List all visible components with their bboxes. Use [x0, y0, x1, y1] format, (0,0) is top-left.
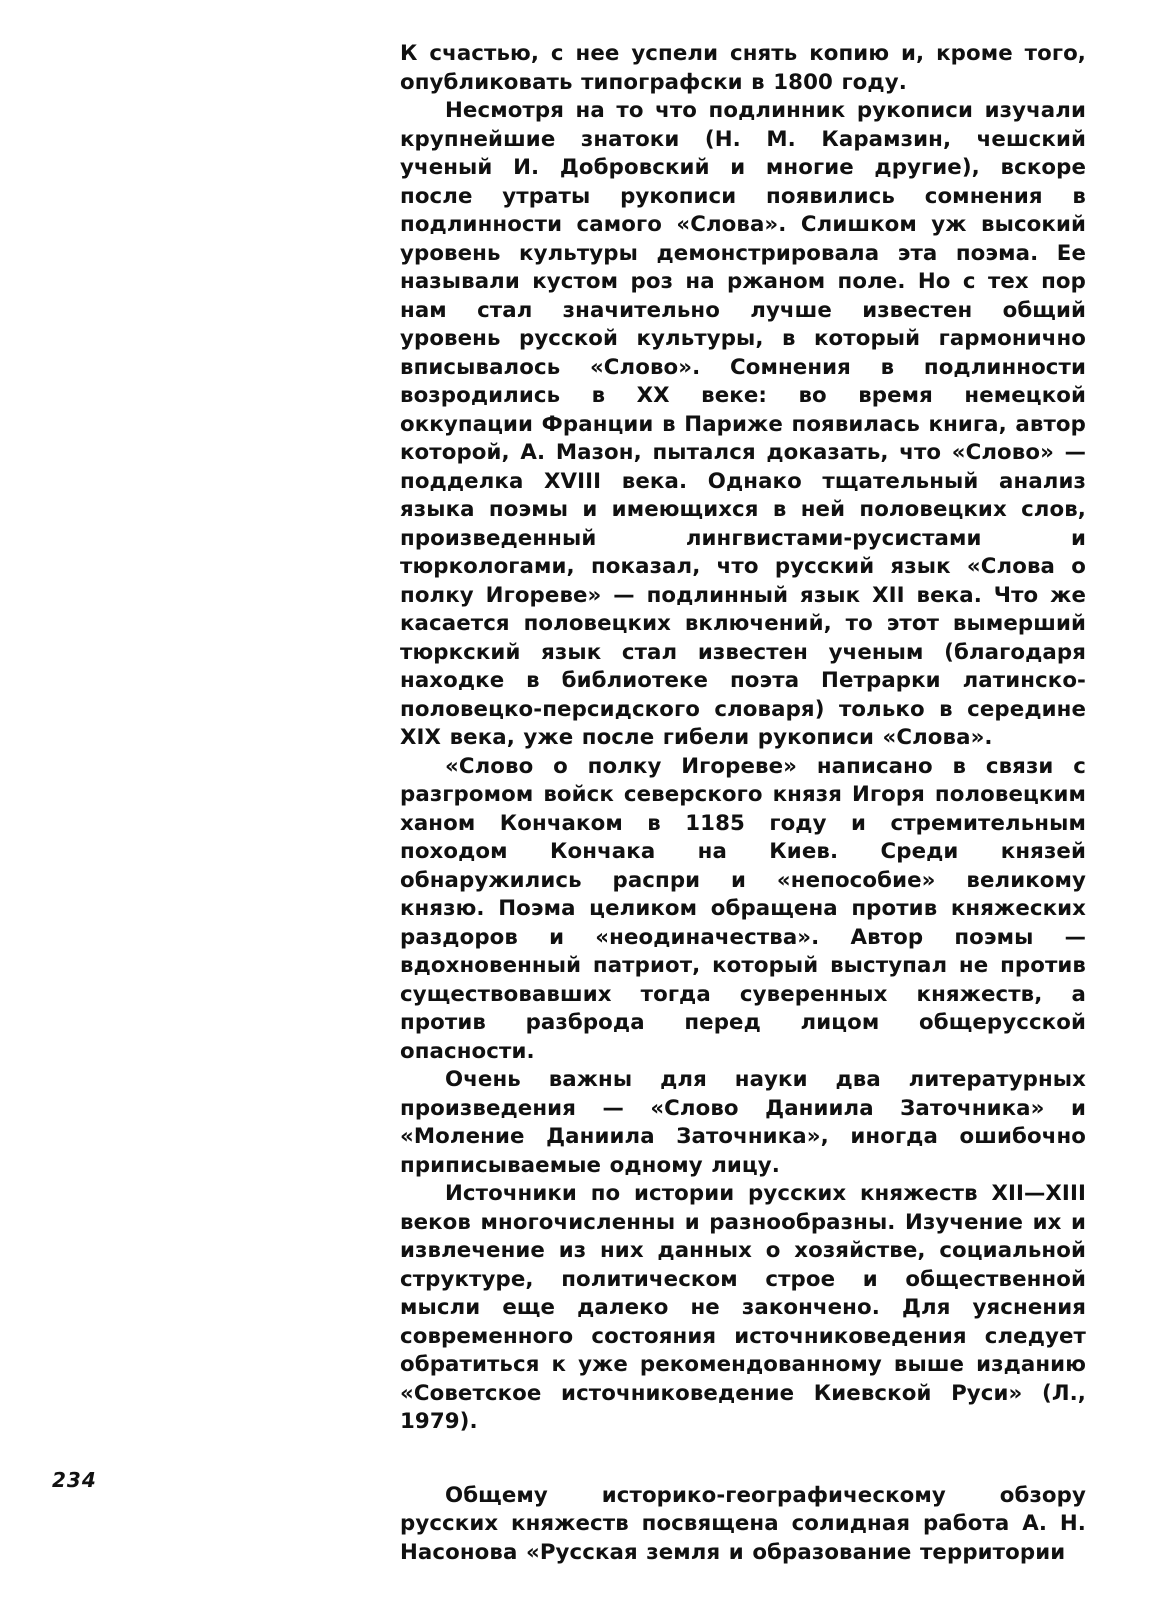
paragraph-1: К счастью, с нее успели снять копию и, кроме того, опубликовать типографски в 1800 году.	[400, 41, 1086, 95]
page-body	[400, 40, 1086, 1567]
page-number: 234	[52, 1468, 97, 1492]
paragraph-4: Очень важны для науки два литературных произведения — «Слово Даниила Заточника» и «Моление Даниила Заточника», иногда ошибочно приписываемые одному лицу.	[400, 1067, 1086, 1178]
paragraph-3: «Слово о полку Игореве» написано в связи с разгромом войск северского князя Игоря половецким ханом Кончаком в 1185 году и стремительным походом Кончака на Киев. Среди князей обнаружились распри и «непособие» великому князю. Поэма целиком обращена против княжеских раздоров и «неодиначества». Автор поэмы — вдохновенный патриот, который выступал не против существовавших тогда суверенных княжеств, а против разброда перед лицом общерусской опасности.	[400, 753, 1086, 1064]
paragraph-2: Несмотря на то что подлинник рукописи изучали крупнейшие знатоки (Н. М. Карамзин, чешский ученый И. Добровский и многие другие), вскоре после утраты рукописи появились сомнения в подлинности самого «Слова». Слишком уж высокий уровень культуры демонстрировала эта поэма. Ее называли кустом роз на ржаном поле. Но с тех пор нам стал значительно лучше известен общий уровень русской культуры, в который гармонично вписывалось «Слово». Сомнения в подлинности возродились в XX веке: во время немецкой оккупации Франции в Париже появилась книга, автор которой, А. Мазон, пытался доказать, что «Слово» — подделка XVIII века. Однако тщательный анализ языка поэмы и имеющихся в ней половецких слов, произведенный лингвистами-русистами и тюркологами, показал, что русский язык «Слова о полку Игореве» — подлинный язык XII века. Что же касается половецких включений, то этот вымерший тюркский язык стал известен ученым (благодаря находке в библиотеке поэта Петрарки латинско-половецко-персидского словаря) только в середине XIX века, уже после гибели рукописи «Слова».	[400, 98, 1086, 750]
paragraph-6: Общему историко-географическому обзору русских княжеств посвящена солидная работа А. Н. Насонова «Русская земля и образование территории	[400, 1482, 1086, 1565]
section-break	[400, 1437, 1086, 1482]
paragraph-5: Источники по истории русских княжеств XII—XIII веков многочисленны и разнообразны. Изучение их и извлечение из них данных о хозяйстве, социальной структуре, политическом строе и общественной мысли еще далеко не закончено. Для уяснения современного состояния источниковедения следует обратиться к уже рекомендованному выше изданию «Советское источниковедение Киевской Руси» (Л., 1979).	[400, 1181, 1086, 1434]
